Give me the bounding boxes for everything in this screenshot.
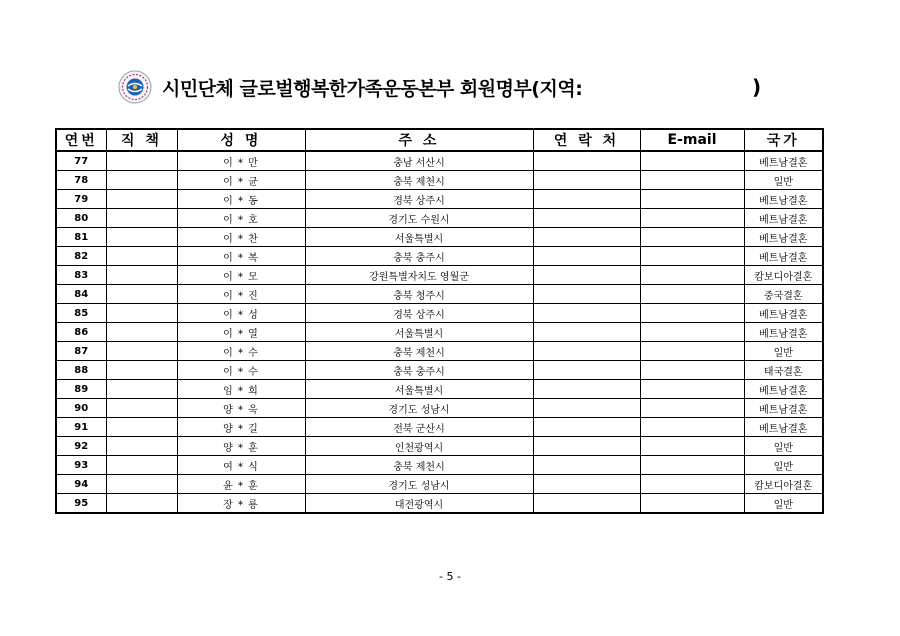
table-row [56,323,823,342]
cell-contact [533,361,640,380]
cell-email [640,266,744,285]
cell-role [106,285,177,304]
column-header-address: 주 소 [305,129,533,151]
column-header-country: 국가 [744,129,823,151]
cell-email [640,437,744,456]
document-title: 시민단체 글로벌행복한가족운동본부 회원명부(지역: [162,77,583,100]
table-row [56,361,823,380]
column-header-number: 연번 [56,129,106,151]
cell-email [640,399,744,418]
table-row [56,304,823,323]
table-row [56,209,823,228]
cell-address: 충북 제천시 [305,456,533,475]
cell-contact [533,380,640,399]
cell-role [106,151,177,171]
cell-name: 여 * 식 [177,456,305,475]
table-row [56,475,823,494]
cell-email [640,151,744,171]
table-row [56,228,823,247]
cell-email [640,304,744,323]
cell-country: 베트남결혼 [744,380,823,399]
table-row [56,151,823,171]
cell-country: 일반 [744,437,823,456]
cell-country: 일반 [744,494,823,514]
page-number: - 5 - [439,570,461,583]
cell-number: 85 [56,304,106,323]
table-row [56,437,823,456]
cell-country: 일반 [744,456,823,475]
cell-contact [533,342,640,361]
cell-address: 서울특별시 [305,228,533,247]
cell-role [106,380,177,399]
cell-contact [533,190,640,209]
cell-country: 일반 [744,171,823,190]
document-title-row [118,68,778,106]
table-row [56,494,823,514]
cell-country: 베트남결혼 [744,209,823,228]
cell-name: 이 * 만 [177,151,305,171]
cell-address: 경북 상주시 [305,190,533,209]
cell-email [640,456,744,475]
cell-role [106,361,177,380]
cell-role [106,247,177,266]
cell-address: 경기도 수원시 [305,209,533,228]
cell-contact [533,285,640,304]
table-row [56,190,823,209]
cell-address: 충북 청주시 [305,285,533,304]
cell-role [106,399,177,418]
cell-contact [533,151,640,171]
cell-number: 90 [56,399,106,418]
cell-number: 89 [56,380,106,399]
cell-contact [533,304,640,323]
table-row [56,380,823,399]
organization-globe-logo-icon [118,70,152,104]
cell-number: 94 [56,475,106,494]
cell-role [106,494,177,514]
cell-country: 일반 [744,342,823,361]
cell-role [106,342,177,361]
cell-number: 86 [56,323,106,342]
cell-address: 경북 상주시 [305,304,533,323]
cell-country: 중국결혼 [744,285,823,304]
table-row [56,171,823,190]
cell-name: 이 * 찬 [177,228,305,247]
cell-contact [533,418,640,437]
cell-country: 베트남결혼 [744,323,823,342]
cell-number: 81 [56,228,106,247]
member-roster-table [55,128,824,514]
cell-number: 80 [56,209,106,228]
cell-contact [533,228,640,247]
cell-address: 대전광역시 [305,494,533,514]
cell-country: 캄보디아결혼 [744,266,823,285]
cell-country: 캄보디아결혼 [744,475,823,494]
cell-email [640,323,744,342]
cell-name: 이 * 수 [177,342,305,361]
cell-contact [533,399,640,418]
cell-contact [533,171,640,190]
cell-contact [533,323,640,342]
cell-number: 83 [56,266,106,285]
cell-name: 이 * 균 [177,171,305,190]
cell-email [640,190,744,209]
document-title-close: ) [752,75,762,99]
cell-role [106,266,177,285]
cell-email [640,342,744,361]
cell-address: 전북 군산시 [305,418,533,437]
cell-country: 태국결혼 [744,361,823,380]
cell-contact [533,456,640,475]
table-row [56,247,823,266]
cell-number: 87 [56,342,106,361]
cell-address: 충북 제천시 [305,171,533,190]
cell-number: 95 [56,494,106,514]
cell-number: 88 [56,361,106,380]
cell-country: 베트남결혼 [744,228,823,247]
cell-role [106,209,177,228]
table-row [56,266,823,285]
cell-number: 84 [56,285,106,304]
cell-email [640,494,744,514]
cell-address: 경기도 성남시 [305,475,533,494]
cell-name: 이 * 호 [177,209,305,228]
cell-contact [533,475,640,494]
cell-contact [533,247,640,266]
cell-name: 양 * 훈 [177,437,305,456]
cell-name: 이 * 수 [177,361,305,380]
cell-email [640,247,744,266]
cell-name: 이 * 열 [177,323,305,342]
cell-address: 서울특별시 [305,380,533,399]
cell-address: 인천광역시 [305,437,533,456]
cell-name: 양 * 길 [177,418,305,437]
cell-name: 이 * 복 [177,247,305,266]
cell-email [640,285,744,304]
cell-number: 93 [56,456,106,475]
table-header-row [56,129,823,151]
cell-country: 베트남결혼 [744,418,823,437]
cell-name: 장 * 룡 [177,494,305,514]
cell-email [640,228,744,247]
cell-name: 임 * 희 [177,380,305,399]
cell-role [106,190,177,209]
cell-role [106,304,177,323]
cell-email [640,209,744,228]
cell-number: 91 [56,418,106,437]
cell-address: 충북 충주시 [305,247,533,266]
cell-contact [533,266,640,285]
cell-role [106,171,177,190]
cell-role [106,323,177,342]
cell-email [640,171,744,190]
cell-country: 베트남결혼 [744,151,823,171]
cell-email [640,418,744,437]
cell-email [640,475,744,494]
cell-role [106,475,177,494]
table-row [56,418,823,437]
cell-name: 이 * 성 [177,304,305,323]
cell-role [106,418,177,437]
table-row [56,456,823,475]
cell-name: 이 * 동 [177,190,305,209]
column-header-name: 성 명 [177,129,305,151]
cell-name: 윤 * 훈 [177,475,305,494]
cell-address: 경기도 성남시 [305,399,533,418]
cell-country: 베트남결혼 [744,399,823,418]
cell-number: 78 [56,171,106,190]
cell-name: 양 * 욱 [177,399,305,418]
table-row [56,399,823,418]
column-header-role: 직 책 [106,129,177,151]
cell-name: 이 * 모 [177,266,305,285]
table-row [56,285,823,304]
cell-number: 79 [56,190,106,209]
cell-address: 충남 서산시 [305,151,533,171]
cell-country: 베트남결혼 [744,190,823,209]
cell-number: 77 [56,151,106,171]
cell-address: 충북 충주시 [305,361,533,380]
cell-role [106,456,177,475]
cell-number: 82 [56,247,106,266]
cell-address: 강원특별자치도 영월군 [305,266,533,285]
cell-email [640,361,744,380]
cell-number: 92 [56,437,106,456]
cell-country: 베트남결혼 [744,247,823,266]
cell-country: 베트남결혼 [744,304,823,323]
cell-address: 충북 제천시 [305,342,533,361]
cell-contact [533,437,640,456]
cell-role [106,437,177,456]
cell-address: 서울특별시 [305,323,533,342]
cell-name: 이 * 진 [177,285,305,304]
column-header-contact: 연 락 처 [533,129,640,151]
cell-role [106,228,177,247]
cell-email [640,380,744,399]
table-row [56,342,823,361]
cell-contact [533,209,640,228]
cell-contact [533,494,640,514]
column-header-email: E-mail [640,129,744,151]
